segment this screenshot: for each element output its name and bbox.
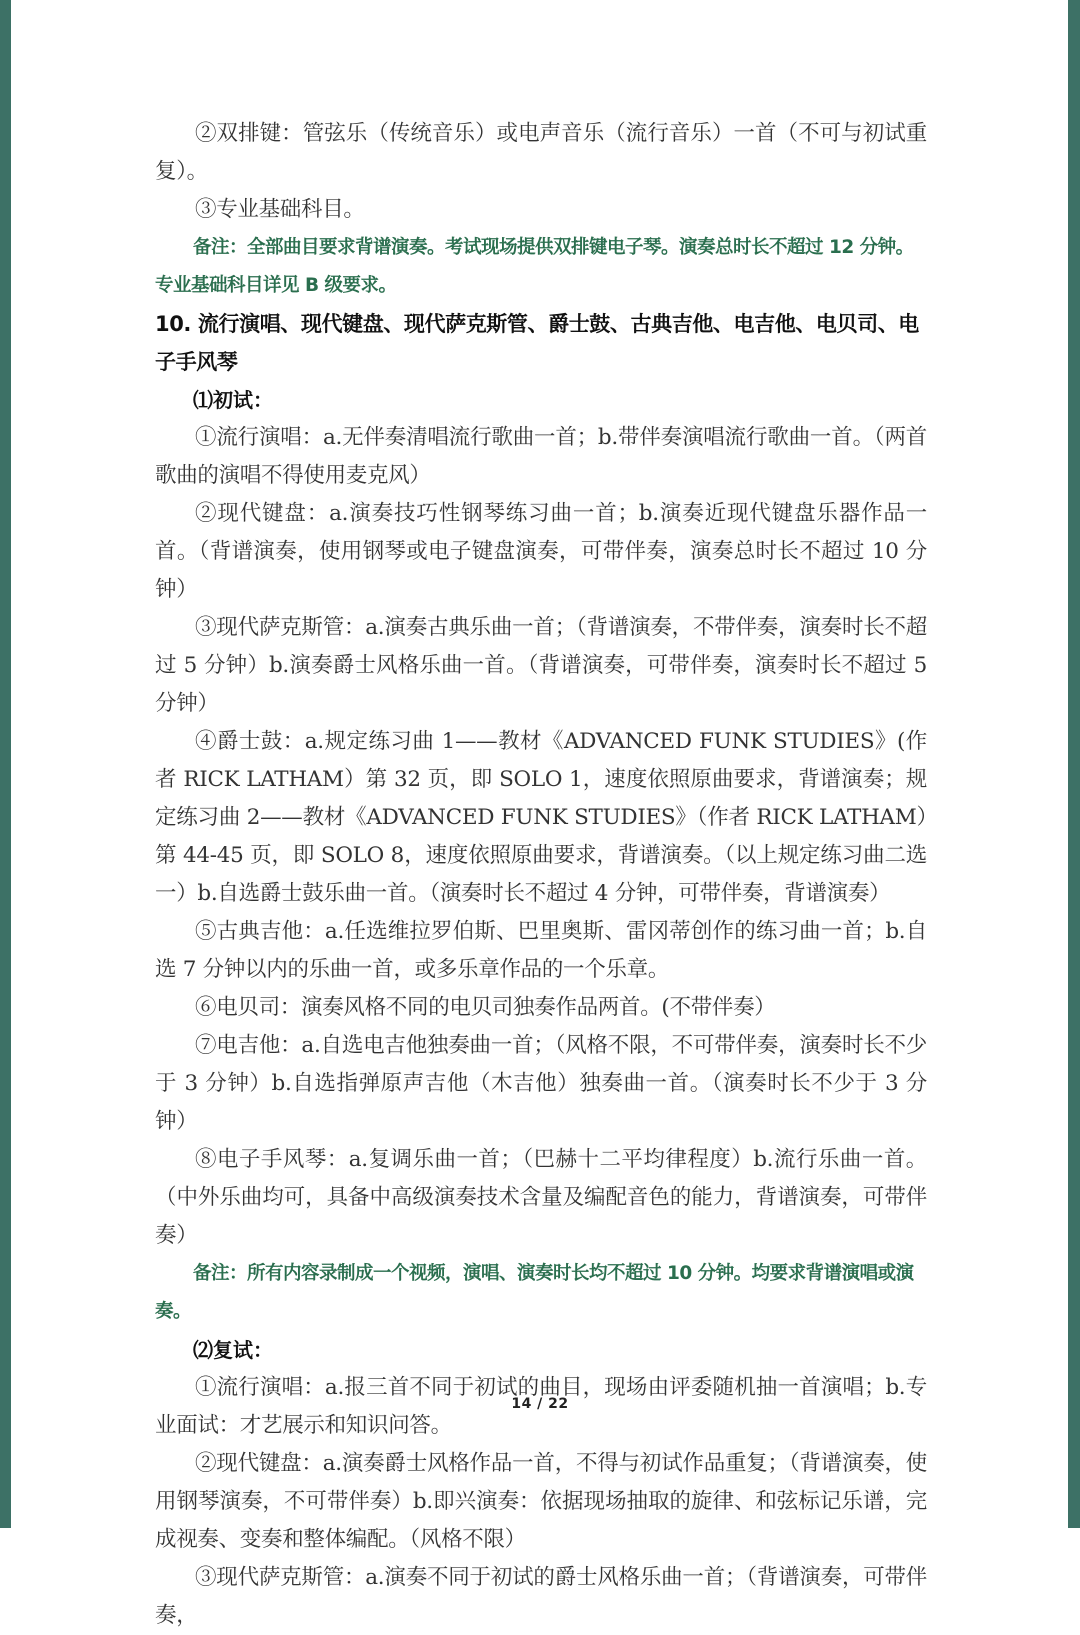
preliminary-note: 备注：所有内容录制成一个视频，演唱、演奏时长均不超过 10 分钟。均要求背谱演唱或演奏。 <box>155 1263 914 1322</box>
preliminary-item-classical-guitar: ⑤古典吉他：a.任选维拉罗伯斯、巴里奥斯、雷冈蒂创作的练习曲一首；b.自选 7 分钟以内的乐曲一首，或多乐章作品的一个乐章。 <box>155 919 927 982</box>
top-item-basic-subjects: ③专业基础科目。 <box>195 197 365 222</box>
retest-heading: ⑵复试： <box>193 1338 273 1362</box>
preliminary-item-electric-bass: ⑥电贝司：演奏风格不同的电贝司独奏作品两首。(不带伴奏） <box>195 995 776 1020</box>
preliminary-heading: ⑴初试： <box>193 388 273 412</box>
section-heading: 10. 流行演唱、现代键盘、现代萨克斯管、爵士鼓、古典吉他、电吉他、电贝司、电子手风琴 <box>155 312 919 374</box>
preliminary-item-pop-vocal: ①流行演唱：a.无伴奏清唱流行歌曲一首；b.带伴奏演唱流行歌曲一首。（两首歌曲的演唱不得使用麦克风） <box>155 425 927 488</box>
page-frame-right <box>1068 0 1080 1528</box>
preliminary-item-modern-keyboard: ②现代键盘：a.演奏技巧性钢琴练习曲一首；b.演奏近现代键盘乐器作品一首。（背谱演奏，使用钢琴或电子键盘演奏，可带伴奏，演奏总时长不超过 10 分钟） <box>155 501 927 602</box>
retest-item-saxophone: ③现代萨克斯管：a.演奏不同于初试的爵士风格乐曲一首；（背谱演奏，可带伴奏， <box>155 1565 927 1628</box>
page-frame-left <box>0 0 11 1528</box>
top-note: 备注：全部曲目要求背谱演奏。考试现场提供双排键电子琴。演奏总时长不超过 12 分钟。专业基础科目详见 B 级要求。 <box>155 237 914 296</box>
preliminary-item-jazz-drums: ④爵士鼓：a.规定练习曲 1——教材《ADVANCED FUNK STUDIES》(作者 RICK LATHAM）第 32 页，即 SOLO 1，速度依照原曲要求，背谱演奏；规定练习曲 2——教材《ADVANCED FUNK STUDIES》（作者 RICK LATHAM）第 44-45 页，即 SOLO 8，速度依照原曲要求，背谱演奏。（以上规定练习曲二选一）b.自选爵士鼓乐曲一首。（演奏时长不超过 4 分钟，可带伴奏，背谱演奏） <box>155 729 927 906</box>
retest-item-modern-keyboard: ②现代键盘：a.演奏爵士风格作品一首，不得与初试作品重复；（背谱演奏，使用钢琴演奏，不可带伴奏）b.即兴演奏：依据现场抽取的旋律、和弦标记乐谱，完成视奏、变奏和整体编配。（风格不限） <box>155 1451 927 1552</box>
retest-item-pop-vocal: ①流行演唱：a.报三首不同于初试的曲目，现场由评委随机抽一首演唱；b.专业面试：才艺展示和知识问答。 <box>155 1375 927 1438</box>
page-number: 14 / 22 <box>511 1396 569 1412</box>
top-item-double-keyboard: ②双排键：管弦乐（传统音乐）或电声音乐（流行音乐）一首（不可与初试重复）。 <box>155 121 927 184</box>
preliminary-item-electric-guitar: ⑦电吉他：a.自选电吉他独奏曲一首；（风格不限，不可带伴奏，演奏时长不少于 3 分钟）b.自选指弹原声吉他（木吉他）独奏曲一首。（演奏时长不少于 3 分钟） <box>155 1033 927 1134</box>
preliminary-item-electronic-accordion: ⑧电子手风琴：a.复调乐曲一首；（巴赫十二平均律程度）b.流行乐曲一首。（中外乐曲均可，具备中高级演奏技术含量及编配音色的能力，背谱演奏，可带伴奏） <box>155 1147 927 1248</box>
preliminary-item-saxophone: ③现代萨克斯管：a.演奏古典乐曲一首；（背谱演奏，不带伴奏，演奏时长不超过 5 分钟）b.演奏爵士风格乐曲一首。（背谱演奏，可带伴奏，演奏时长不超过 5 分钟） <box>155 615 927 716</box>
